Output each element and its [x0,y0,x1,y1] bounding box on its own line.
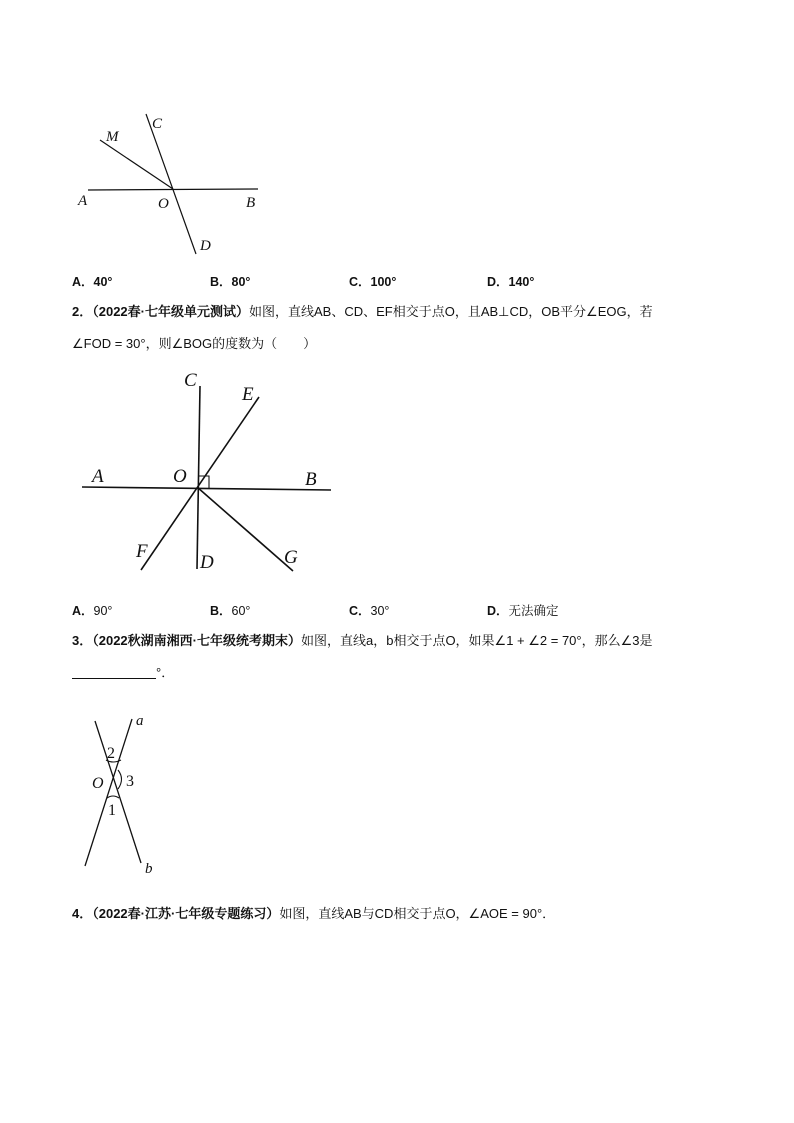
option-key: D． [487,604,509,618]
option-key: B． [210,604,232,618]
option-text: 30° [370,604,390,618]
angle-arc-1 [107,796,119,798]
question-source: （2022春·江苏·七年级专题练习） [92,906,280,921]
option-text: 60° [231,604,251,618]
label-a: a [136,713,144,729]
option-key: D． [487,275,509,289]
option-key: A． [72,604,94,618]
line-a [85,719,132,866]
question-text: 如图，直线AB、CD、EF相交于点O，且AB⊥CD，OB平分∠EOG，若 [248,304,653,319]
label-a: A [78,193,88,209]
label-o: O [173,466,187,487]
option-text: 140° [508,275,535,289]
label-1: 1 [108,802,116,819]
question-number: 2． [72,304,93,319]
label-d: D [200,238,211,254]
option-text: 40° [93,275,113,289]
question-number: 3． [72,633,93,648]
label-o: O [158,196,169,212]
option-key: C． [349,275,371,289]
option-text: 100° [370,275,397,289]
label-b: b [145,861,153,877]
option-text: 90° [93,604,113,618]
label-3: 3 [126,773,134,790]
label-b: B [305,469,317,490]
label-f: F [136,541,148,562]
question-number: 4． [72,906,93,921]
option-text: 80° [231,275,251,289]
line-b [95,721,141,863]
label-m: M [106,129,119,145]
question-4-line-1 [72,898,555,930]
question-text: 如图，直线AB与CD相交于点O，∠AOE = 90°． [279,906,556,921]
label-o: O [92,775,104,792]
label-g: G [284,547,298,568]
label-d: D [200,552,214,573]
label-a: A [92,466,104,487]
question-source: （2022秋湖南湘西·七年级统考期末） [92,633,301,648]
label-c: C [152,116,163,132]
label-b: B [246,195,256,211]
option-key: C． [349,604,371,618]
question-text: °． [156,665,175,680]
label-2: 2 [107,745,115,762]
label-e: E [242,384,254,405]
angle-arc-3 [118,770,122,789]
question-source: （2022春·七年级单元测试） [92,304,249,319]
option-key: B． [210,275,232,289]
option-key: A． [72,275,94,289]
label-c: C [184,370,197,391]
question-text: ∠FOD = 30°，则∠BOG的度数为（ ） [72,336,317,351]
question-text: 如图，直线a，b相交于点O，如果∠1 + ∠2 = 70°，那么∠3是 [300,633,653,648]
option-text: 无法确定 [508,604,559,618]
